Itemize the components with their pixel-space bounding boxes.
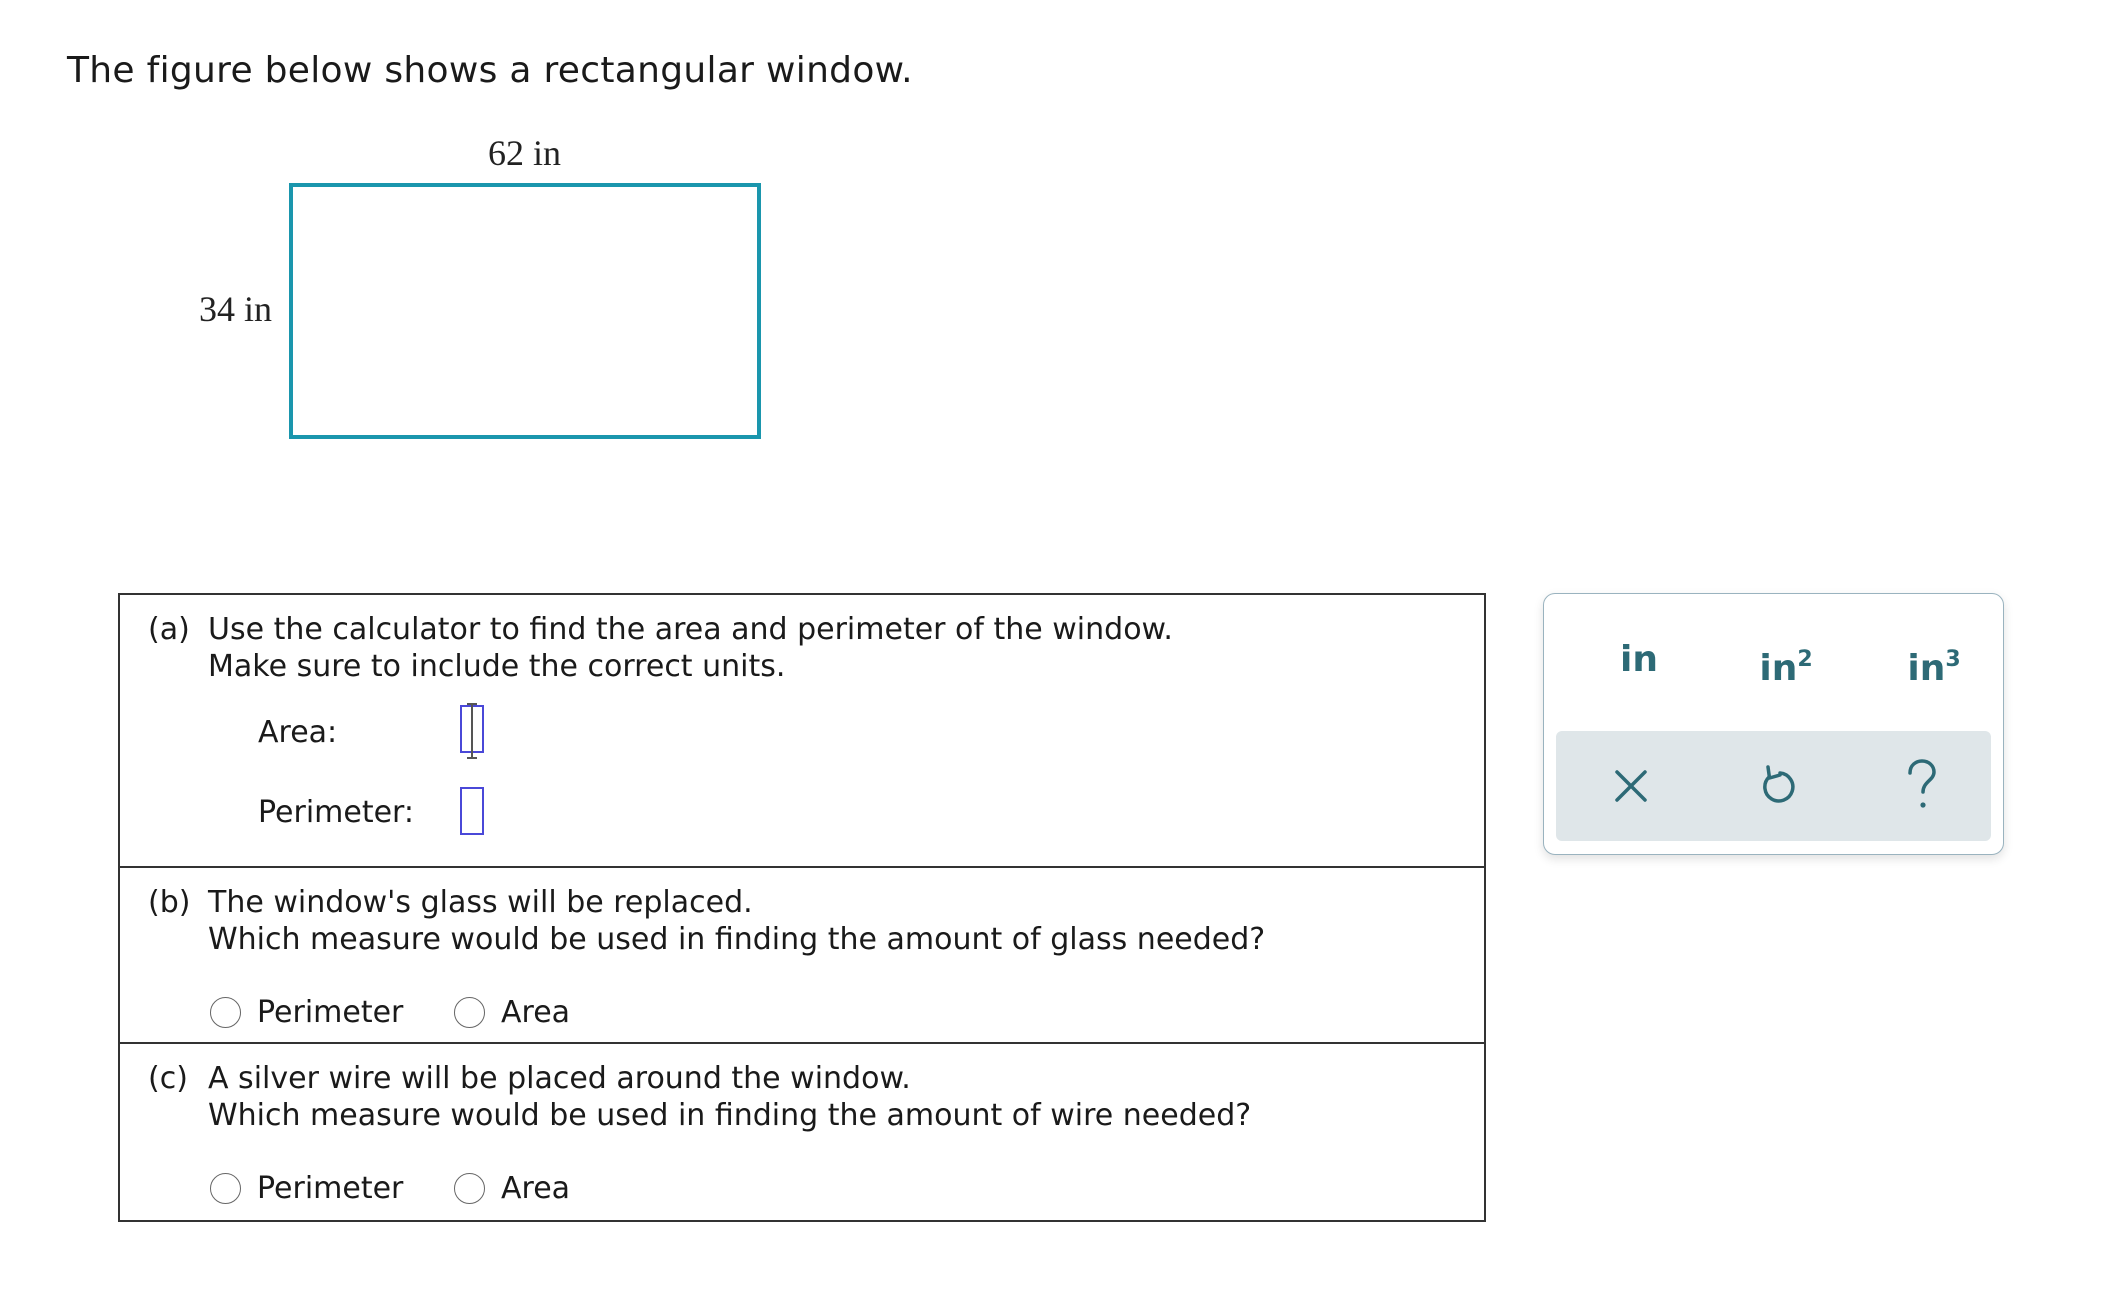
option-label: Area <box>501 1170 571 1206</box>
radio-button[interactable] <box>454 997 485 1028</box>
part-b-prompt-line2: Which measure would be used in finding the amount of glass needed? <box>208 922 1266 957</box>
unit-base: in <box>1907 648 1946 689</box>
undo-icon <box>1756 763 1798 809</box>
area-label: Area: <box>258 715 338 750</box>
unit-exponent: 3 <box>1945 647 1961 672</box>
part-a-prompt-line2: Make sure to include the correct units. <box>208 649 786 684</box>
part-c-letter: (c) <box>148 1061 188 1096</box>
unit-base: in <box>1620 639 1658 680</box>
height-label: 34 in <box>199 289 273 329</box>
unit-in-cubed-button[interactable] <box>1879 630 1989 690</box>
radio-button[interactable] <box>210 997 241 1028</box>
radio-button[interactable] <box>210 1173 241 1204</box>
part-b-option-perimeter[interactable] <box>210 992 403 1032</box>
part-b <box>120 868 1484 1044</box>
part-c-option-perimeter[interactable] <box>210 1168 403 1208</box>
text-cursor <box>471 703 473 759</box>
intro-text: The figure below shows a rectangular window. <box>67 50 913 91</box>
question-box <box>118 593 1486 1222</box>
unit-exponent: 2 <box>1797 647 1813 672</box>
part-b-prompt-line1: The window's glass will be replaced. <box>208 885 753 920</box>
tool-strip <box>1556 731 1991 841</box>
unit-base: in <box>1759 648 1798 689</box>
part-a-letter: (a) <box>148 612 190 647</box>
part-a-prompt-line1: Use the calculator to find the area and perimeter of the window. <box>208 612 1173 647</box>
part-b-letter: (b) <box>148 885 191 920</box>
help-button[interactable] <box>1892 756 1952 816</box>
unit-in-button[interactable] <box>1584 630 1694 690</box>
part-c <box>120 1044 1484 1220</box>
part-b-option-area[interactable] <box>454 992 570 1032</box>
option-label: Perimeter <box>257 994 404 1030</box>
radio-button[interactable] <box>454 1173 485 1204</box>
window-rectangle <box>289 183 761 439</box>
clear-icon <box>1611 766 1651 806</box>
clear-button[interactable] <box>1601 756 1661 816</box>
unit-in-squared-button[interactable] <box>1731 630 1841 690</box>
perimeter-input[interactable] <box>460 787 484 835</box>
unit-calculator-panel <box>1543 593 2004 855</box>
part-c-option-area[interactable] <box>454 1168 570 1208</box>
option-label: Perimeter <box>257 1170 404 1206</box>
part-c-prompt-line1: A silver wire will be placed around the window. <box>208 1061 911 1096</box>
perimeter-label: Perimeter: <box>258 795 414 830</box>
part-c-prompt-line2: Which measure would be used in finding the amount of wire needed? <box>208 1098 1252 1133</box>
width-label: 62 in <box>488 133 562 173</box>
option-label: Area <box>501 994 571 1030</box>
undo-button[interactable] <box>1747 756 1807 816</box>
help-icon <box>1902 759 1942 813</box>
part-a <box>120 595 1484 868</box>
area-input[interactable] <box>460 705 484 753</box>
